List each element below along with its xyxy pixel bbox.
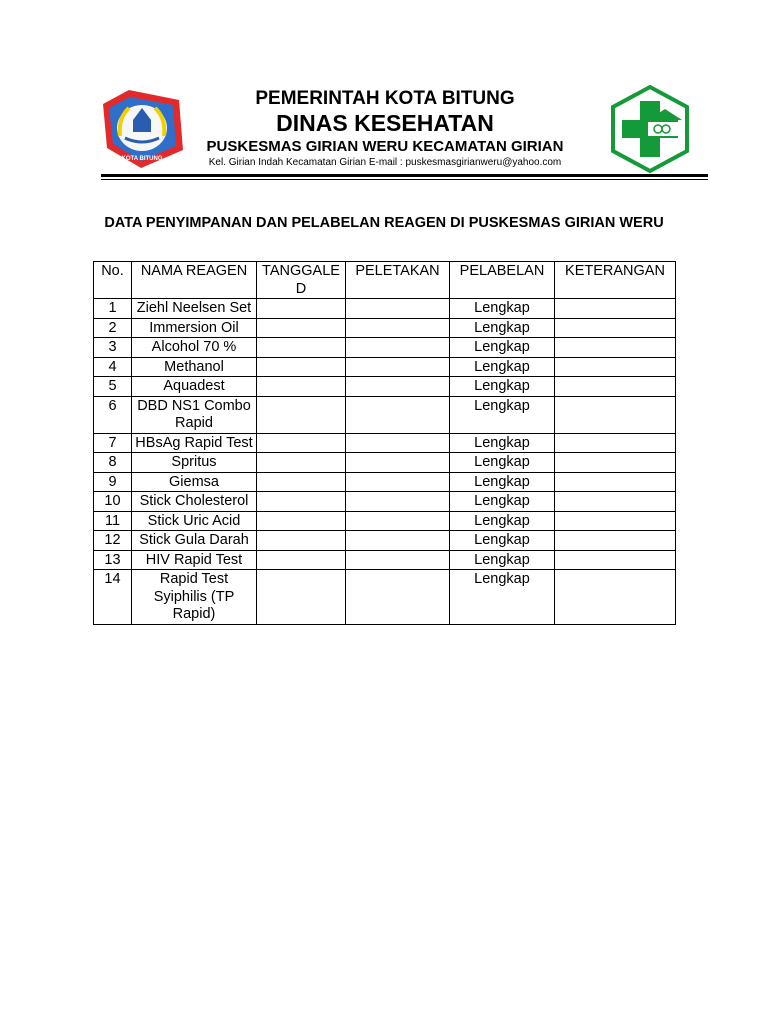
cell-name: Spritus [132, 453, 257, 473]
cell-location [346, 318, 450, 338]
header-date: TANGGALED [257, 262, 346, 299]
header-name: NAMA REAGEN [132, 262, 257, 299]
cell-no: 7 [94, 433, 132, 453]
cell-note [555, 492, 676, 512]
cell-location [346, 531, 450, 551]
table-row [94, 511, 676, 531]
table-row [94, 377, 676, 397]
header-divider-thick [101, 174, 708, 177]
cell-note [555, 511, 676, 531]
document-title: DATA PENYIMPANAN DAN PELABELAN REAGEN DI PUSKESMAS GIRIAN WERU [104, 215, 664, 231]
cell-name: Giemsa [132, 472, 257, 492]
cell-location [346, 472, 450, 492]
cell-date [257, 453, 346, 473]
cell-date [257, 511, 346, 531]
cell-date [257, 357, 346, 377]
cell-location [346, 570, 450, 625]
cell-location [346, 299, 450, 319]
cell-location [346, 357, 450, 377]
cell-no: 3 [94, 338, 132, 358]
cell-date [257, 531, 346, 551]
cell-date [257, 338, 346, 358]
table-header-row [94, 262, 676, 299]
cell-label: Lengkap [450, 299, 555, 319]
cell-note [555, 433, 676, 453]
table-row [94, 492, 676, 512]
cell-name: DBD NS1 Combo Rapid [132, 396, 257, 433]
cell-note [555, 531, 676, 551]
cell-name: Ziehl Neelsen Set [132, 299, 257, 319]
department-name: DINAS KESEHATAN [276, 110, 494, 136]
cell-label: Lengkap [450, 396, 555, 433]
cell-label: Lengkap [450, 377, 555, 397]
table-row [94, 453, 676, 473]
kota-bitung-emblem-icon [95, 86, 187, 172]
cell-location [346, 433, 450, 453]
table-row [94, 433, 676, 453]
cell-date [257, 550, 346, 570]
header-note: KETERANGAN [555, 262, 676, 299]
table-row [94, 338, 676, 358]
cell-label: Lengkap [450, 492, 555, 512]
cell-location [346, 453, 450, 473]
cell-date [257, 433, 346, 453]
cell-name: HBsAg Rapid Test [132, 433, 257, 453]
cell-no: 6 [94, 396, 132, 433]
cell-location [346, 511, 450, 531]
cell-label: Lengkap [450, 550, 555, 570]
table-row [94, 299, 676, 319]
cell-name: Stick Uric Acid [132, 511, 257, 531]
cell-note [555, 453, 676, 473]
cell-note [555, 570, 676, 625]
cell-date [257, 492, 346, 512]
cell-location [346, 338, 450, 358]
cell-note [555, 299, 676, 319]
cell-label: Lengkap [450, 338, 555, 358]
cell-date [257, 377, 346, 397]
cell-note [555, 357, 676, 377]
cell-note [555, 338, 676, 358]
table-row [94, 396, 676, 433]
cell-date [257, 396, 346, 433]
cell-no: 10 [94, 492, 132, 512]
cell-no: 13 [94, 550, 132, 570]
cell-location [346, 396, 450, 433]
address-line: Kel. Girian Indah Kecamatan Girian E-mail : puskesmasgirianweru@yahoo.com [208, 157, 562, 168]
cell-no: 14 [94, 570, 132, 625]
cell-label: Lengkap [450, 511, 555, 531]
table-row [94, 472, 676, 492]
cell-note [555, 318, 676, 338]
cell-label: Lengkap [450, 570, 555, 625]
cell-name: Rapid Test Syiphilis (TP Rapid) [132, 570, 257, 625]
cell-no: 9 [94, 472, 132, 492]
cell-name: Stick Cholesterol [132, 492, 257, 512]
cell-date [257, 318, 346, 338]
table-row [94, 570, 676, 625]
reagent-table [93, 261, 676, 625]
cell-no: 4 [94, 357, 132, 377]
cell-date [257, 472, 346, 492]
puskesmas-name: PUSKESMAS GIRIAN WERU KECAMATAN GIRIAN [206, 138, 564, 155]
cell-name: Immersion Oil [132, 318, 257, 338]
cell-location [346, 550, 450, 570]
cell-note [555, 550, 676, 570]
cell-location [346, 377, 450, 397]
cell-name: HIV Rapid Test [132, 550, 257, 570]
cell-name: Aquadest [132, 377, 257, 397]
cell-note [555, 396, 676, 433]
table-row [94, 531, 676, 551]
cell-date [257, 570, 346, 625]
left-logo-text: KOTA BITUNG [121, 156, 163, 162]
table-row [94, 550, 676, 570]
cell-name: Stick Gula Darah [132, 531, 257, 551]
header-no: No. [94, 262, 132, 299]
cell-label: Lengkap [450, 453, 555, 473]
cell-label: Lengkap [450, 318, 555, 338]
cell-no: 12 [94, 531, 132, 551]
cell-label: Lengkap [450, 357, 555, 377]
government-name: PEMERINTAH KOTA BITUNG [255, 88, 515, 109]
cell-label: Lengkap [450, 531, 555, 551]
header-label: PELABELAN [450, 262, 555, 299]
cell-no: 8 [94, 453, 132, 473]
header-divider-thin [101, 179, 708, 180]
cell-no: 1 [94, 299, 132, 319]
table-row [94, 318, 676, 338]
header-location: PELETAKAN [346, 262, 450, 299]
cell-no: 2 [94, 318, 132, 338]
cell-name: Methanol [132, 357, 257, 377]
cell-note [555, 472, 676, 492]
cell-no: 5 [94, 377, 132, 397]
cell-label: Lengkap [450, 472, 555, 492]
cell-date [257, 299, 346, 319]
cell-name: Alcohol 70 % [132, 338, 257, 358]
table-row [94, 357, 676, 377]
cell-location [346, 492, 450, 512]
cell-label: Lengkap [450, 433, 555, 453]
cell-note [555, 377, 676, 397]
puskesmas-cross-icon [610, 85, 690, 173]
cell-no: 11 [94, 511, 132, 531]
